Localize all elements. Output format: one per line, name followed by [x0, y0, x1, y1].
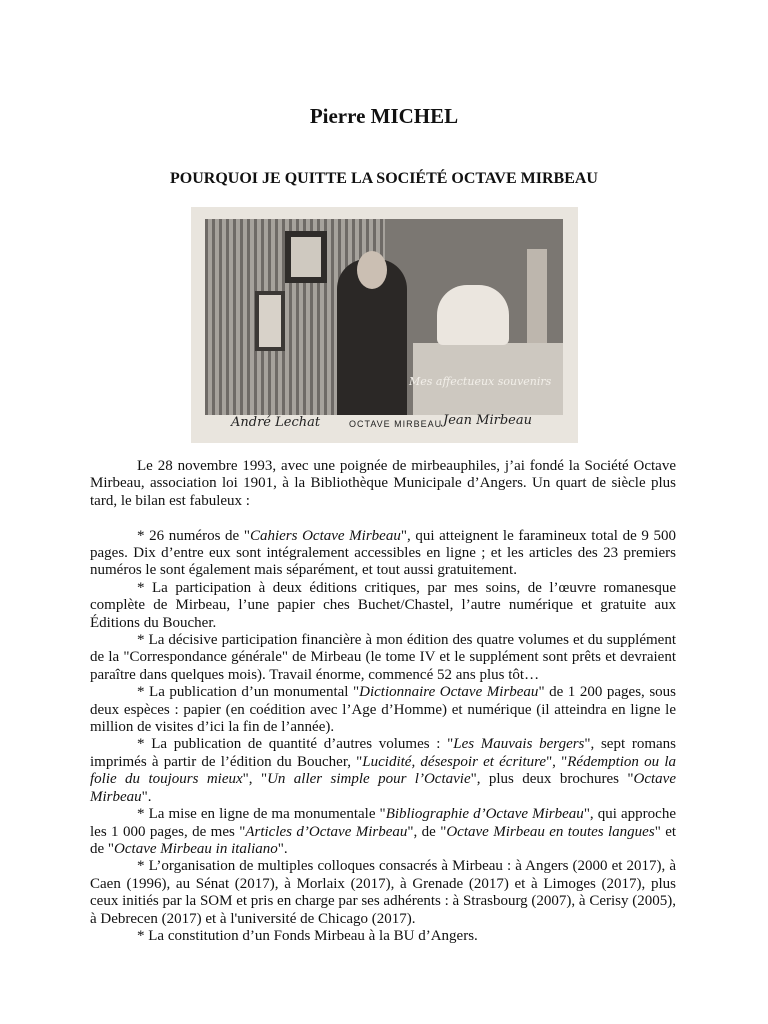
list-item: * La décisive participation financière à mon édition des quatre volumes et du supplément de la "Correspondance générale" de Mirbeau (le tome IV et le supplément sont prêts et devraient paraître dans quelques mois). Travail énorme, commencé 52 ans plus tôt…	[90, 632, 676, 683]
picture-frame	[285, 231, 327, 283]
portrait-photo	[191, 207, 578, 443]
inscription: Mes affectueux souvenirs	[409, 375, 552, 388]
author-name: Pierre MICHEL	[309, 104, 459, 128]
list-item: * La mise en ligne de ma monumentale "Bibliographie d’Octave Mirbeau", qui approche les 1 000 pages, de mes "Articles d’Octave Mirbeau", de "Octave Mirbeau en toutes langues" et de "Octave Mirbeau in italiano".	[90, 806, 677, 857]
photo-caption: OCTAVE MIRBEAU	[349, 419, 443, 429]
picture-frame	[255, 291, 285, 351]
document-title: POURQUOI JE QUITTE LA SOCIÉTÉ OCTAVE MIRBEAU	[170, 170, 598, 187]
list-item: * L’organisation de multiples colloques consacrés à Mirbeau : à Angers (2000 et 2017), à Caen (1996), au Sénat (2017), à Morlaix (2017), à Grenade (2017) et à Limoges (2017), plus ceux initiés par la SOM et pris en charge par ses adhérents : à Strasbourg (2007), à Cerisy (2005), à Debrecen (2017) et à l'université de Chicago (2017).	[90, 858, 676, 927]
signature-right: Jean Mirbeau	[443, 413, 532, 428]
intro-paragraph: Le 28 novembre 1993, avec une poignée de mirbeauphiles, j’ai fondé la Société Octave Mirbeau, association loi 1901, à la Bibliothèque Municipale d’Angers. Un quart de siècle plus tard, le bilan est fabuleux :	[90, 458, 676, 509]
body-text	[90, 458, 676, 945]
list-item: * La constitution d’un Fonds Mirbeau à la BU d’Angers.	[137, 927, 478, 944]
signature-left: André Lechat	[231, 415, 321, 430]
man-head	[357, 251, 387, 289]
list-item: * 26 numéros de "Cahiers Octave Mirbeau", qui atteignent le faramineux total de 9 500 pages. Dix d’entre eux sont intégralement accessibles en ligne ; et les articles des 23 premiers numéros le sont également mais séparément, et tout aussi gratuitement.	[90, 527, 676, 579]
lamp	[527, 249, 547, 343]
list-item: * La participation à deux éditions critiques, par mes soins, de l’œuvre romanesque complète de Mirbeau, l’une papier ches Buchet/Chastel, l’autre numérique et gratuite aux Éditions du Boucher.	[90, 579, 676, 631]
statue	[437, 285, 509, 345]
list-item: * La publication d’un monumental "Dictionnaire Octave Mirbeau" de 1 200 pages, sous deux espèces : papier (en coédition avec l’Age d’Homme) et numérique (il atteindra en ligne le million de visites d’ici la fin de l’année).	[90, 684, 676, 736]
list-item: * La publication de quantité d’autres volumes : "Les Mauvais bergers", sept romans imprimés à partir de l’édition du Boucher, "Lucidité, désespoir et écriture", "Rédemption ou la folie du toujours mieux", "Un aller simple pour l’Octavie", plus deux brochures "Octave Mirbeau".	[90, 736, 676, 805]
